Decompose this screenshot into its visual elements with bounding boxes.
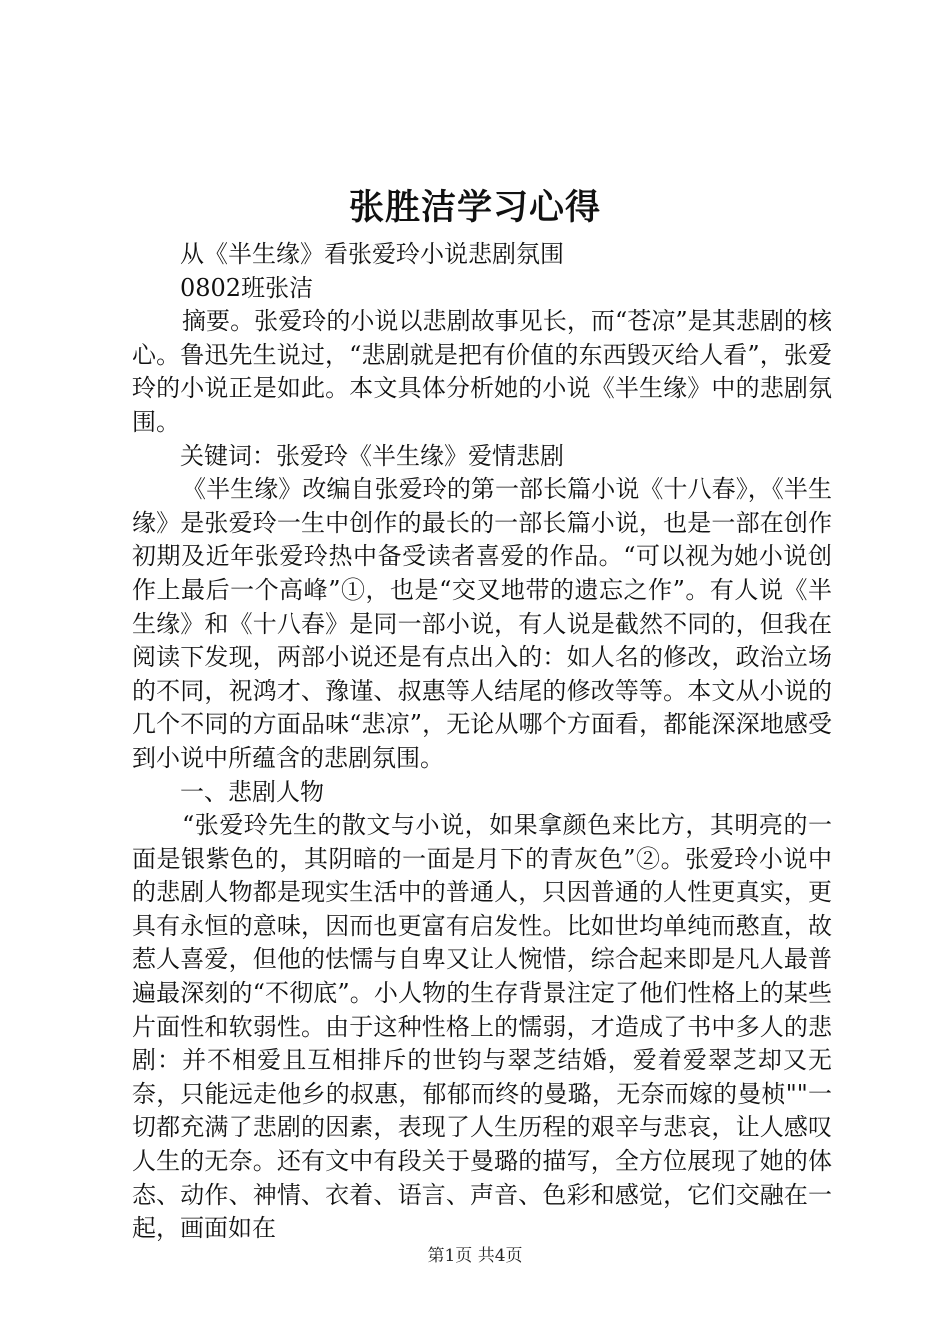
subtitle-paragraph: 从《半生缘》看张爱玲小说悲剧氛围 [180, 240, 564, 268]
body-paragraph: “张爱玲先生的散文与小说，如果拿颜色来比方，其明亮的一面是银紫色的，其阴暗的一面是月下的青灰色”②。张爱玲小说中的悲剧人物都是现实生活中的普通人，只因普通的人性更真实，更具有永恒的意味，因而也更富有启发性。比如世均单纯而憨直，故惹人喜爱，但他的怯懦与自卑又让人惋惜，综合起来即是凡人最普遍最深刻的“不彻底”。小人物的生存背景注定了他们性格上的某些片面性和软弱性。由于这种性格上的懦弱，才造成了书中多人的悲剧：并不相爱且互相排斥的世钧与翠芝结婚，爱着爱翠芝却又无奈，只能远走他乡的叔惠，郁郁而终的曼璐，无奈而嫁的曼桢""一切都充满了悲剧的因素，表现了人生历程的艰辛与悲哀，让人感叹人生的无奈。还有文中有段关于曼璐的描写，全方位展现了她的体态、动作、神情、衣着、语言、声音、色彩和感觉，它们交融在一起，画面如在 [132, 811, 832, 1243]
keywords-paragraph: 关键词：张爱玲《半生缘》爱情悲剧 [180, 441, 564, 470]
section-heading: 一、悲剧人物 [180, 777, 324, 806]
author-paragraph: 0802班张洁 [180, 273, 314, 302]
abstract-paragraph: 摘要。张爱玲的小说以悲剧故事见长，而“苍凉”是其悲剧的核心。鲁迅先生说过，“悲剧就是把有价值的东西毁灭给人看”，张爱玲的小说正是如此。本文具体分析她的小说《半生缘》中的悲剧氛围。 [132, 307, 832, 436]
page-footer: 第1页 共4页 [427, 1246, 523, 1266]
document-body [132, 238, 832, 1246]
document-title: 张胜洁学习心得 [348, 187, 601, 228]
intro-paragraph: 《半生缘》改编自张爱玲的第一部长篇小说《十八春》，《半生缘》是张爱玲一生中创作的最长的一部长篇小说，也是一部在创作初期及近年张爱玲热中备受读者喜爱的作品。“可以视为她小说创作上最后一个高峰”①，也是“交叉地带的遗忘之作”。有人说《半生缘》和《十八春》是同一部小说，有人说是截然不同的，但我在阅读下发现，两部小说还是有点出入的：如人名的修改，政治立场的不同，祝鸿才、豫谨、叔惠等人结尾的修改等等。本文从小说的几个不同的方面品味“悲凉”，无论从哪个方面看，都能深深地感受到小说中所蕴含的悲剧氛围。 [132, 475, 832, 772]
